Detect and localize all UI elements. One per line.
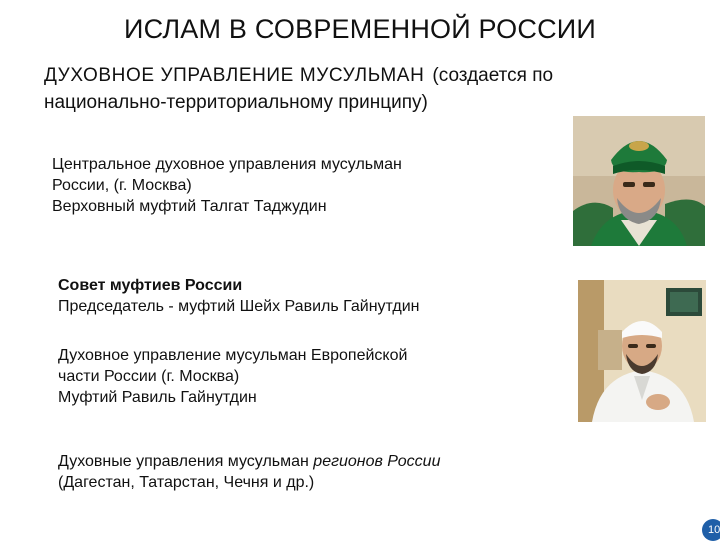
european-board-line-2: части России (г. Москва) <box>58 368 240 385</box>
council-of-muftis-block <box>58 275 419 317</box>
subtitle-note-end: национально-территориальному принципу) <box>44 92 428 113</box>
regional-line-1-plain: Духовные управления мусульман <box>58 453 314 470</box>
subtitle-caps: ДУХОВНОЕ УПРАВЛЕНИЕ МУСУЛЬМАН <box>44 65 425 86</box>
page-number-badge: 10 <box>702 519 720 541</box>
photo-mufti-green-turban <box>573 116 705 246</box>
council-line-2: Председатель - муфтий Шейх Равиль Гайнутдин <box>58 298 420 315</box>
regional-line-2: (Дагестан, Татарстан, Чечня и др.) <box>58 474 315 491</box>
slide-subtitle <box>44 62 674 116</box>
european-board-line-3: Муфтий Равиль Гайнутдин <box>58 389 257 406</box>
central-board-line-3: Верховный муфтий Талгат Таджудин <box>52 198 327 215</box>
central-board-line-2: России, (г. Москва) <box>52 177 192 194</box>
photo-mufti-green-turban-art <box>573 116 705 246</box>
slide-title: ИСЛАМ В СОВРЕМЕННОЙ РОССИИ <box>123 14 596 44</box>
central-spiritual-board-block <box>52 154 402 217</box>
central-board-line-1: Центральное духовное управления мусульман <box>52 156 402 173</box>
regional-line-1 <box>58 451 440 472</box>
regional-line-1-italic: регионов России <box>313 453 441 470</box>
european-board-block <box>58 345 407 408</box>
photo-mufti-white-cap <box>578 280 706 422</box>
council-line-1: Совет муфтиев России <box>58 277 243 294</box>
photo-mufti-white-cap-art <box>578 280 706 422</box>
european-board-line-1: Духовное управление мусульман Европейской <box>58 347 408 364</box>
regional-boards-block <box>58 451 440 493</box>
subtitle-note-start: (создается по <box>432 65 554 86</box>
